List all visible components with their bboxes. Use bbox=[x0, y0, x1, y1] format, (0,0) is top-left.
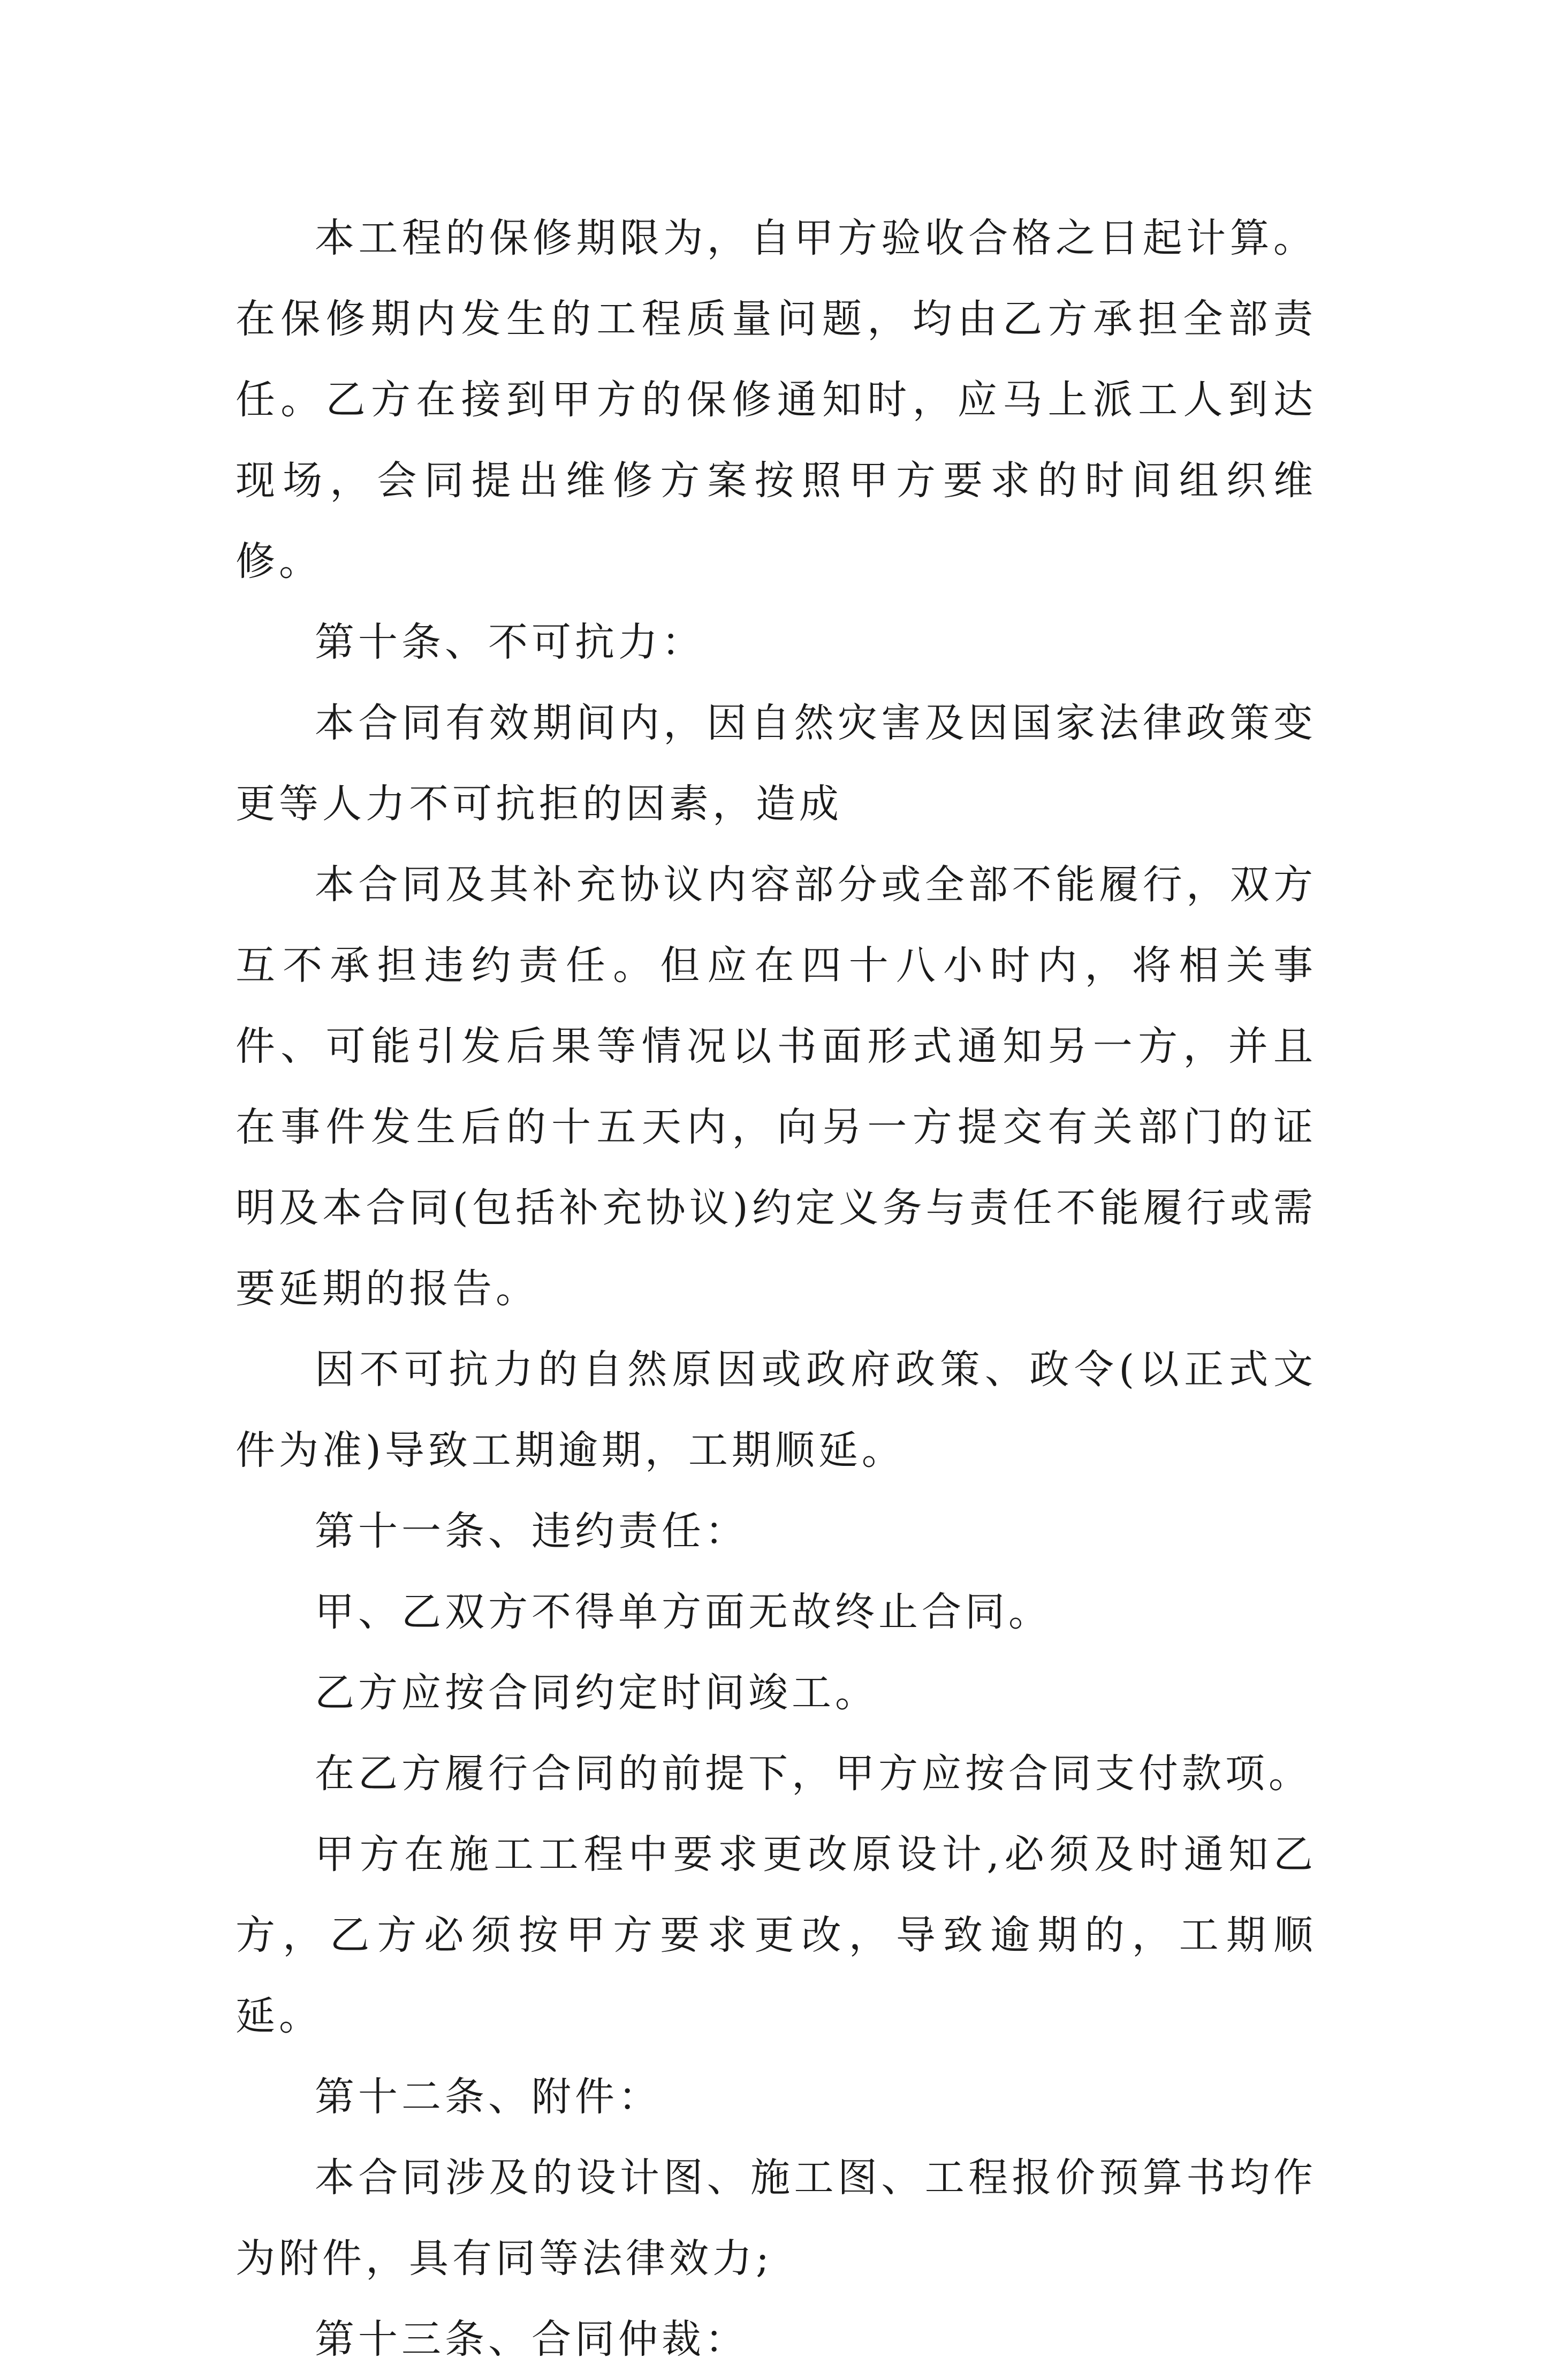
paragraph-force-majeure-cause: 本合同有效期间内，因自然灾害及因国家法律政策变更等人力不可抗拒的因素，造成 bbox=[236, 700, 1317, 827]
paragraph-attachments: 本合同涉及的设计图、施工图、工程报价预算书均作为附件，具有同等法律效力; bbox=[236, 2155, 1317, 2282]
paragraph-warranty: 本工程的保修期限为，自甲方验收合格之日起计算。在保修期内发生的工程质量问题，均由乙方承担全部责任。乙方在接到甲方的保修通知时，应马上派工人到达现场，会同提出维修方案按照甲方要求的时间组织维修。 bbox=[236, 215, 1317, 584]
section-heading-breach: 第十一条、违约责任： bbox=[315, 1508, 748, 1554]
section-heading-attachments: 第十二条、附件： bbox=[315, 2074, 662, 2120]
section-heading-force-majeure: 第十条、不可抗力： bbox=[315, 619, 705, 665]
paragraph-payment: 在乙方履行合同的前提下，甲方应按合同支付款项。 bbox=[315, 1751, 1312, 1797]
paragraph-force-majeure-notice: 本合同及其补充协议内容部分或全部不能履行，双方互不承担违约责任。但应在四十八小时内，将相关事件、可能引发后果等情况以书面形式通知另一方，并且在事件发生后的十五天内，向另一方提交有关部门的证明及本合同(包括补充协议)约定义务与责任不能履行或需要延期的报告。 bbox=[236, 862, 1317, 1312]
paragraph-no-termination: 甲、乙双方不得单方面无故终止合同。 bbox=[315, 1589, 1052, 1635]
paragraph-completion-time: 乙方应按合同约定时间竣工。 bbox=[315, 1670, 878, 1716]
paragraph-force-majeure-extension: 因不可抗力的自然原因或政府政策、政令(以正式文件为准)导致工期逾期，工期顺延。 bbox=[236, 1347, 1317, 1473]
document-body bbox=[236, 198, 1317, 2380]
section-heading-arbitration: 第十三条、合同仲裁： bbox=[315, 2316, 748, 2362]
paragraph-design-change: 甲方在施工工程中要求更改原设计,必须及时通知乙方，乙方必须按甲方要求更改，导致逾期的，工期顺延。 bbox=[236, 1831, 1317, 2039]
